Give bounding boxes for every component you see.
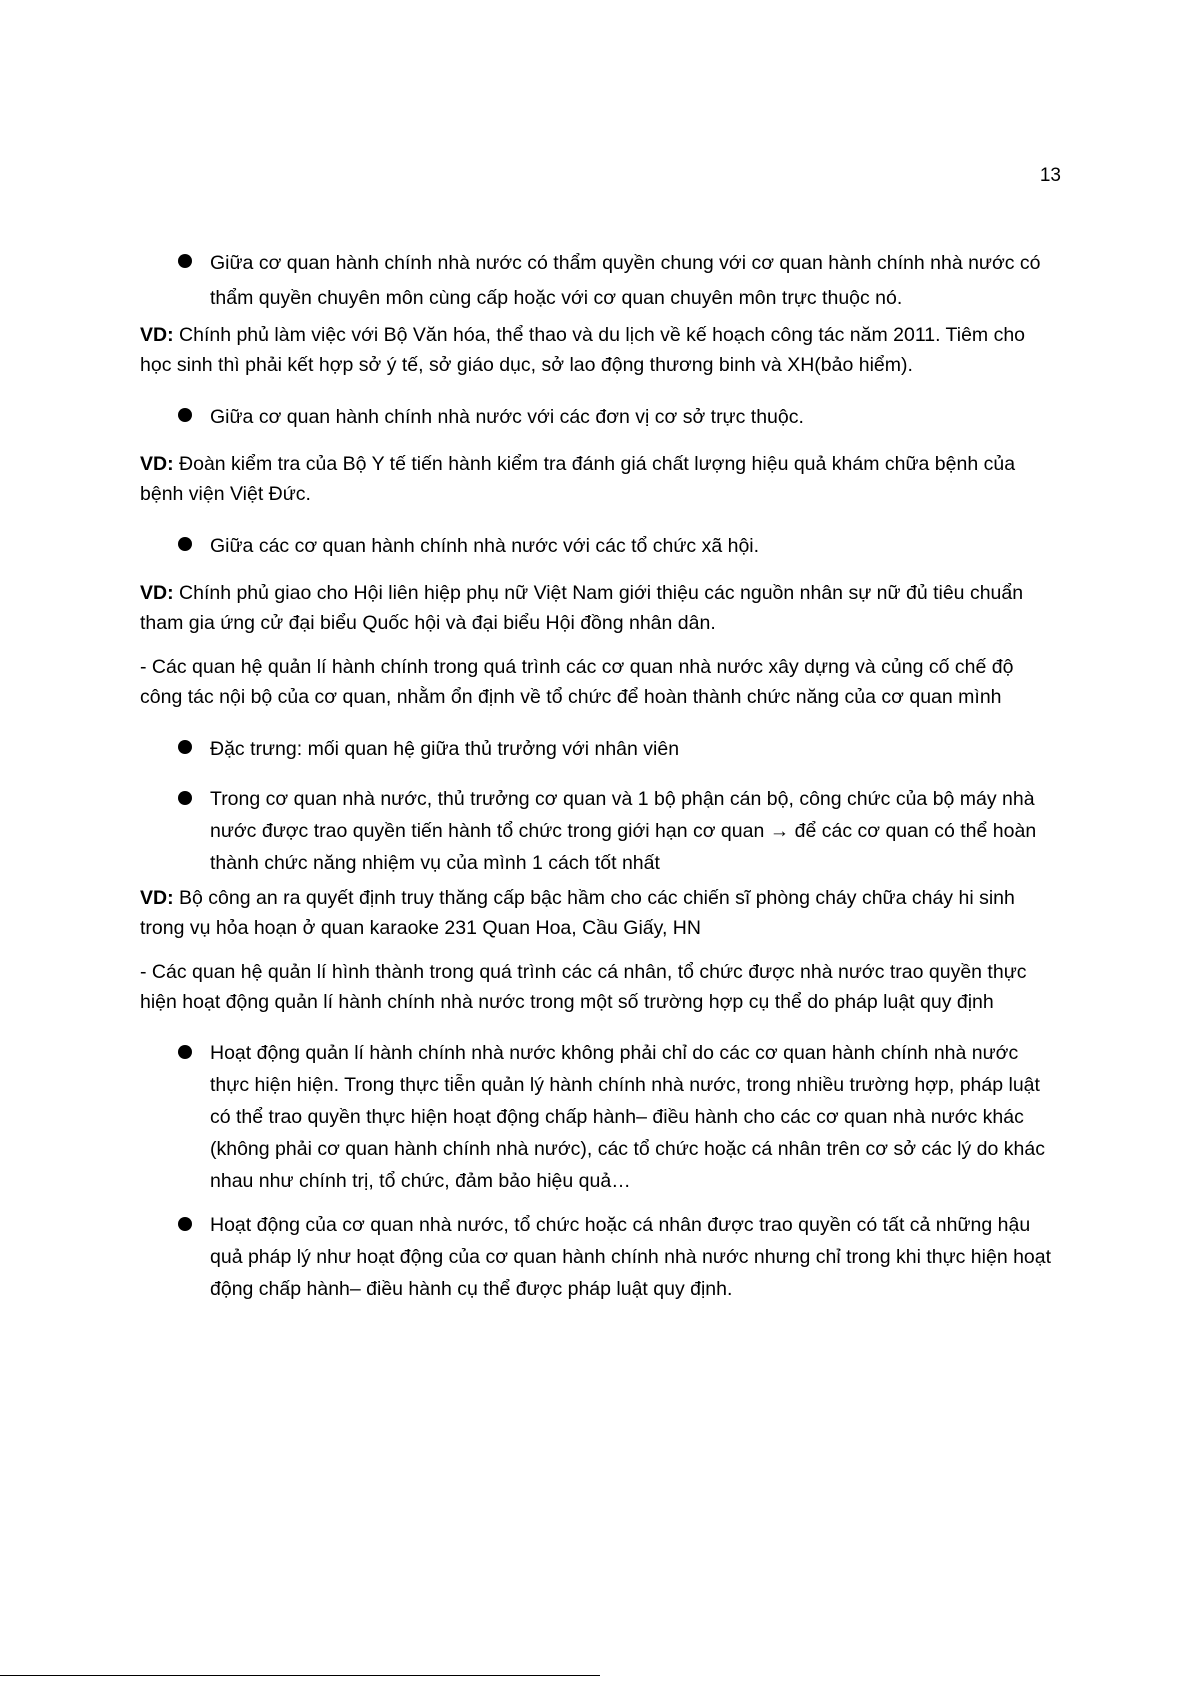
body-paragraph: - Các quan hệ quản lí hành chính trong quá trình các cơ quan nhà nước xây dựng và củng cố chế độ công tác nội bộ của cơ quan, nhằm ổn định về tổ chức để hoàn thành chức năng của cơ quan mình <box>140 656 1014 708</box>
bullet-text: Giữa cơ quan hành chính nhà nước có thẩm quyền chung với cơ quan hành chính nhà nước có thẩm quyền chuyên môn cùng cấp hoặc với cơ quan chuyên môn trực thuộc nó. <box>210 252 1041 309</box>
bullet-dot-icon <box>178 408 192 422</box>
bullet-text: Hoạt động của cơ quan nhà nước, tổ chức hoặc cá nhân được trao quyền có tất cả những hậu quả pháp lý như hoạt động của cơ quan hành chính nhà nước nhưng chỉ trong khi thực hiện hoạt động chấp hành– điều hành cụ thể được pháp luật quy định. <box>210 1214 1052 1300</box>
bullet-text: Giữa cơ quan hành chính nhà nước với các đơn vị cơ sở trực thuộc. <box>210 406 804 428</box>
bullet-text: Trong cơ quan nhà nước, thủ trưởng cơ quan và 1 bộ phận cán bộ, công chức của bộ máy nhà nước được trao quyền tiến hành tổ chức trong giới hạn cơ quan → để các cơ quan có thể hoàn thành chức năng nhiệm vụ của mình 1 cách tốt nhất <box>210 788 1037 874</box>
bullet-item <box>140 1037 1052 1197</box>
example-paragraph <box>140 883 1052 943</box>
bullet-dot-icon <box>178 740 192 754</box>
example-label: VD: <box>140 453 174 475</box>
example-paragraph <box>140 578 1052 638</box>
example-text: Chính phủ làm việc với Bộ Văn hóa, thể thao và du lịch về kế hoạch công tác năm 2011. Tiêm cho học sinh thì phải kết hợp sở ý tế, sở giáo dục, sở lao động thương binh và XH(bảo hiểm). <box>140 324 1026 376</box>
bullet-dot-icon <box>178 791 192 805</box>
bullet-item <box>140 1209 1052 1305</box>
example-label: VD: <box>140 582 174 604</box>
example-text: Đoàn kiểm tra của Bộ Y tế tiến hành kiểm tra đánh giá chất lượng hiệu quả khám chữa bệnh của bệnh viện Việt Đức. <box>140 453 1016 505</box>
bullet-text: Hoạt động quản lí hành chính nhà nước không phải chỉ do các cơ quan hành chính nhà nước thực hiện hiện. Trong thực tiễn quản lý hành chính nhà nước, trong nhiều trường hợp, pháp luật có thể trao quyền thực hiện hoạt động chấp hành– điều hành cho các cơ quan nhà nước khác (không phải cơ quan hành chính nhà nước), các tổ chức hoặc cá nhân trên cơ sở các lý do khác nhau như chính trị, tổ chức, đảm bảo hiệu quả… <box>210 1042 1045 1192</box>
bullet-item <box>140 246 1052 316</box>
example-paragraph <box>140 320 1052 380</box>
example-label: VD: <box>140 324 174 346</box>
bullet-dot-icon <box>178 1217 192 1231</box>
example-paragraph <box>140 449 1052 509</box>
bullet-item <box>140 400 1052 435</box>
body-paragraph: - Các quan hệ quản lí hình thành trong quá trình các cá nhân, tổ chức được nhà nước trao quyền thực hiện hoạt động quản lí hành chính nhà nước trong một số trường hợp cụ thể do pháp luật quy định <box>140 961 1027 1013</box>
bullet-text: Giữa các cơ quan hành chính nhà nước với các tổ chức xã hội. <box>210 535 760 557</box>
footer-divider <box>0 1675 600 1676</box>
example-text: Bộ công an ra quyết định truy thăng cấp bậc hầm cho các chiến sĩ phòng cháy chữa cháy hi sinh trong vụ hỏa hoạn ở quan karaoke 231 Quan Hoa, Cầu Giấy, HN <box>140 887 1015 939</box>
example-text: Chính phủ giao cho Hội liên hiệp phụ nữ Việt Nam giới thiệu các nguồn nhân sự nữ đủ tiêu chuẩn tham gia ứng cử đại biểu Quốc hội và đại biểu Hội đồng nhân dân. <box>140 582 1024 634</box>
page-number: 13 <box>1039 165 1061 186</box>
example-label: VD: <box>140 887 174 909</box>
bullet-item <box>140 783 1052 879</box>
bullet-item <box>140 529 1052 564</box>
page-content <box>140 246 1052 1305</box>
bullet-dot-icon <box>178 537 192 551</box>
bullet-item <box>140 732 1052 767</box>
bullet-dot-icon <box>178 1045 192 1059</box>
bullet-dot-icon <box>178 254 192 268</box>
bullet-text: Đặc trưng: mối quan hệ giữa thủ trưởng với nhân viên <box>210 738 680 760</box>
